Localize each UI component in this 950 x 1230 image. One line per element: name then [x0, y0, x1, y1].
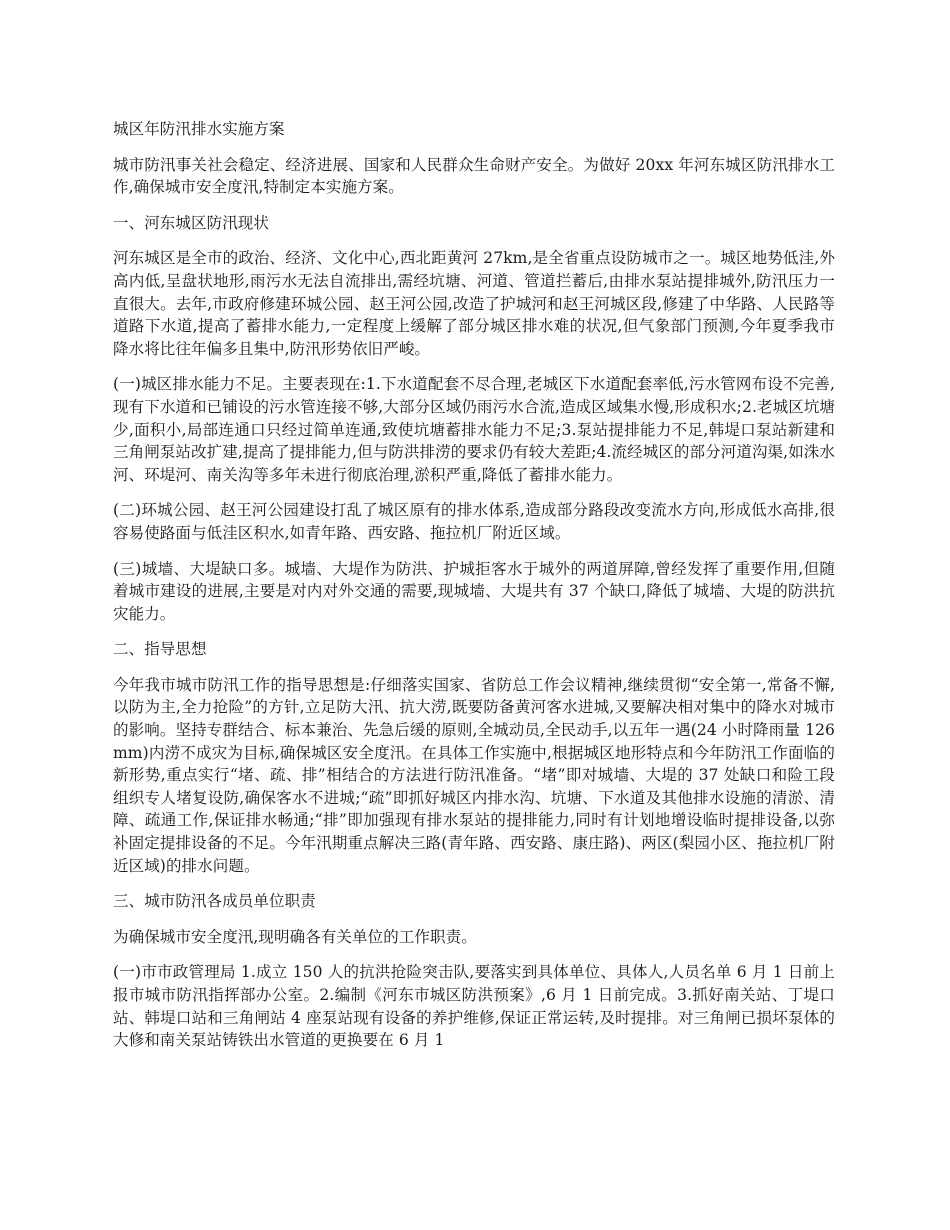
- document-title: 城区年防汛排水实施方案: [113, 120, 285, 138]
- intro-paragraph: 城市防汛事关社会稳定、经济进展、国家和人民群众生命财产安全。为做好 20xx 年河东城区防汛排水工作,确保城市安全度汛,特制定本实施方案。: [113, 155, 835, 197]
- section-heading-duties: 三、城市防汛各成员单位职责: [113, 892, 316, 911]
- paragraph-status-overview: 河东城区是全市的政治、经济、文化中心,西北距黄河 27km,是全省重点设防城市之一。城区地势低洼,外高内低,呈盘状地形,雨污水无法自流排出,需经坑塘、河道、管道拦蓄后,由排水泵站提排城外,防汛压力一直很大。去年,市政府修建环城公园、赵王河公园,改造了护城河和赵王河城区段,修建了中华路、人民路等道路下水道,提高了蓄排水能力,一定程度上缓解了部分城区排水难的状况,但气象部门预测,今年夏季我市降水将比往年偏多且集中,防汛形势依旧严峻。: [113, 249, 835, 358]
- paragraph-guidance: 今年我市城市防汛工作的指导思想是:仔细落实国家、省防总工作会议精神,继续贯彻“安全第一,常备不懈,以防为主,全力抢险”的方针,立足防大汛、抗大涝,既要防备黄河客水进城,又要解决相对集中的降水对城市的影响。坚持专群结合、标本兼治、先急后缓的原则,全城动员,全民动手,以五年一遇(24 小时降雨量 126mm)内涝不成灾为目标,确保城区安全度汛。在具体工作实施中,根据城区地形特点和今年防汛工作面临的新形势,重点实行“堵、疏、排”相结合的方法进行防汛准备。“堵”即对城墙、大堤的 37 处缺口和险工段组织专人堵复设防,确保客水不进城;“疏”即抓好城区内排水沟、坑塘、下水道及其他排水设施的清淤、清障、疏通工作,保证排水畅通;“排”即加强现有排水泵站的提排能力,同时有计划地增设临时提排设备,以弥补固定提排设备的不足。今年汛期重点解决三路(青年路、西安路、康庄路)、两区(梨园小区、拖拉机厂附近区域)的排水问题。: [113, 675, 835, 875]
- paragraph-wall-gaps: (三)城墙、大堤缺口多。城墙、大堤作为防洪、护城拒客水于城外的两道屏障,曾经发挥了重要作用,但随着城市建设的进展,主要是对内对外交通的需要,现城墙、大堤共有 37 个缺口,降低了城墙、大堤的防洪抗灾能力。: [113, 559, 835, 623]
- paragraph-drainage-capacity: (一)城区排水能力不足。主要表现在:1.下水道配套不尽合理,老城区下水道配套率低,污水管网布设不完善,现有下水道和已铺设的污水管连接不够,大部分区域仍雨污水合流,造成区域集水慢,形成积水;2.老城区坑塘少,面积小,局部连通口只经过简单连通,致使坑塘蓄排水能力不足;3.泵站提排能力不足,韩堤口泵站新建和三角闸泵站改扩建,提高了提排能力,但与防洪排涝的要求仍有较大差距;4.流经城区的部分河道沟渠,如洙水河、环堤河、南关沟等多年未进行彻底治理,淤积严重,降低了蓄排水能力。: [113, 375, 835, 484]
- section-heading-status: 一、河东城区防汛现状: [113, 213, 270, 232]
- paragraph-municipal-bureau: (一)市市政管理局 1.成立 150 人的抗洪抢险突击队,要落实到具体单位、具体人,人员名单 6 月 1 日前上报市城市防汛指挥部办公室。2.编制《河东市城区防洪预案》,6 月 1 日前完成。3.抓好南关站、丁堤口站、韩堤口站和三角闸站 4 座泵站现有设备的养护维修,保证正常运转,及时提排。对三角闸已损坏泵体的大修和南关泵站铸铁出水管道的更换要在 6 月 1: [113, 963, 835, 1050]
- document-body: [113, 118, 835, 1065]
- section-heading-guidance: 二、指导思想: [113, 640, 207, 659]
- paragraph-park-construction: (二)环城公园、赵王河公园建设打乱了城区原有的排水体系,造成部分路段改变流水方向,形成低水高排,很容易使路面与低洼区积水,如青年路、西安路、拖拉机厂附近区域。: [113, 501, 835, 542]
- paragraph-duties-intro: 为确保城市安全度汛,现明确各有关单位的工作职责。: [113, 927, 477, 946]
